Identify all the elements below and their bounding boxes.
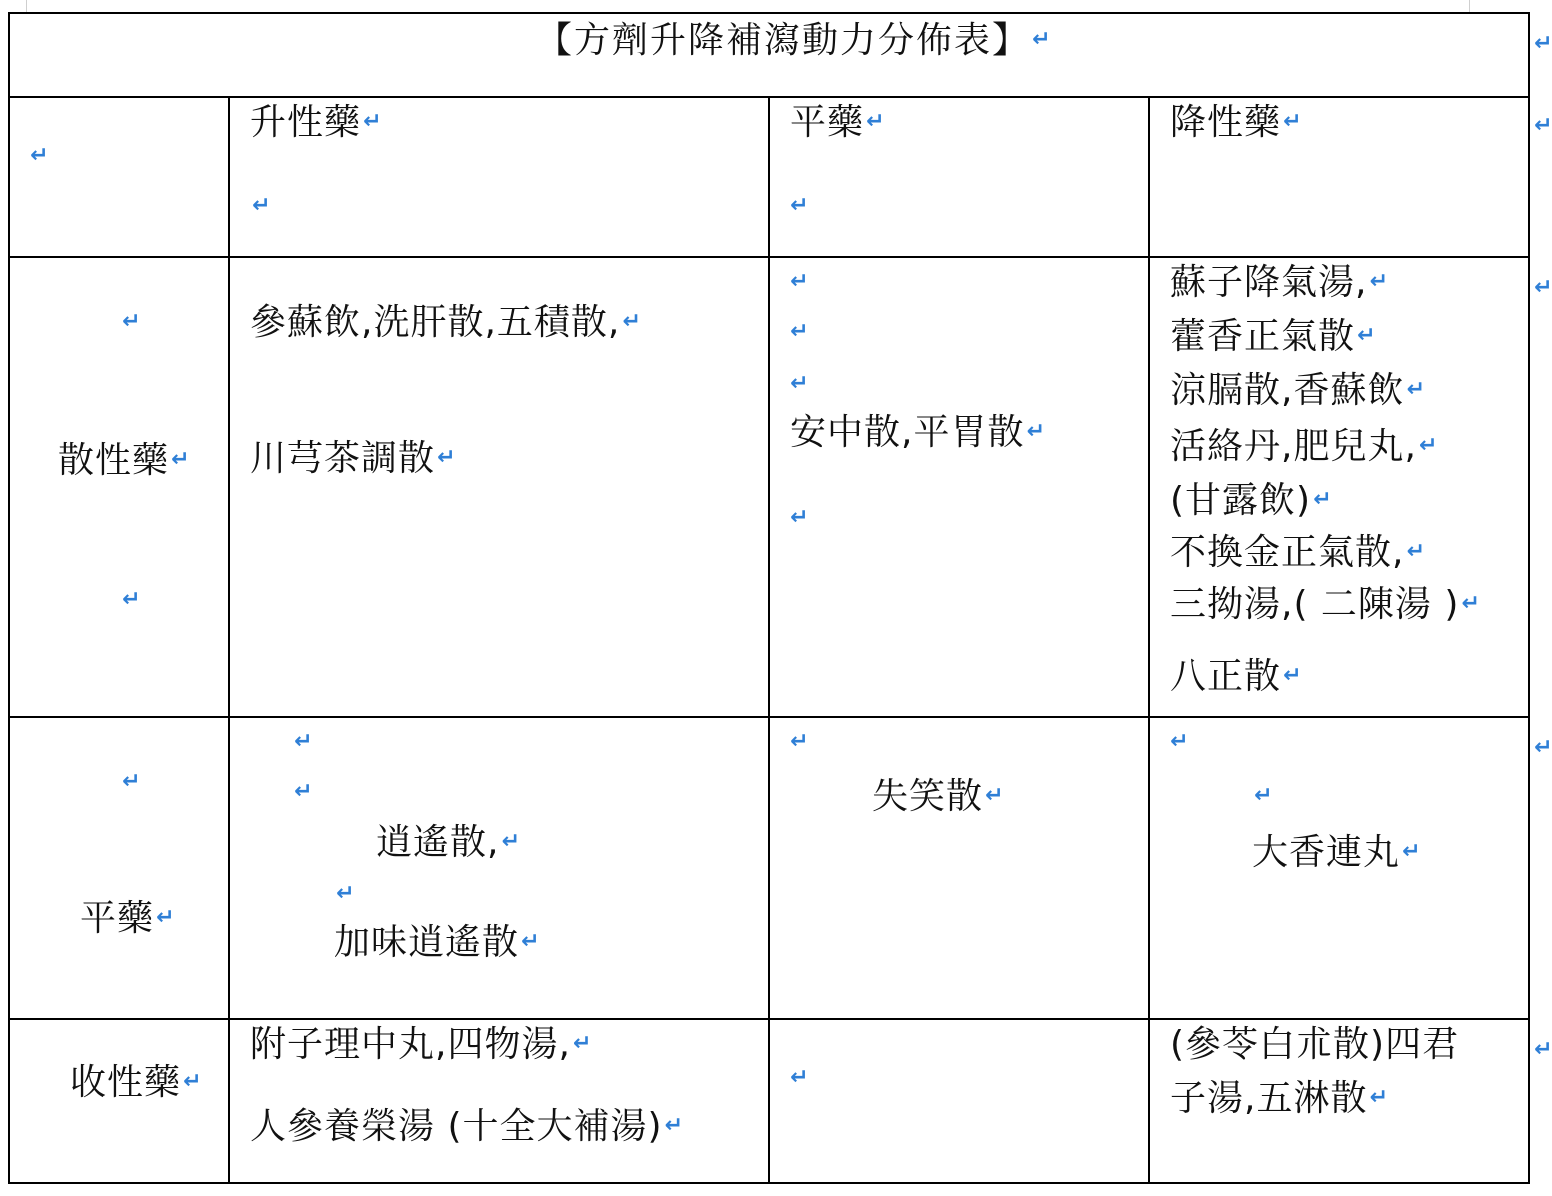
formula-text: 川芎茶調散 — [250, 438, 436, 479]
return-mark-icon: ↵ — [1534, 735, 1552, 760]
return-mark-icon: ↵ — [790, 1065, 809, 1090]
cell-neutral-rise-line-2 — [334, 916, 540, 971]
row-header-disperse-label: 散性藥 — [58, 440, 170, 481]
return-mark-icon: ↵ — [790, 269, 809, 294]
return-mark-icon: ↵ — [790, 193, 809, 218]
formula-text: 涼膈散,香蘇飲 — [1170, 370, 1405, 411]
cell-disperse-descend-line-7 — [1170, 578, 1481, 633]
formula-text: 不換金正氣散, — [1170, 532, 1405, 573]
return-mark-icon: ↵ — [1534, 275, 1552, 300]
cell-disperse-descend-line-3 — [1170, 364, 1426, 419]
cell-astringe-rise-line-1 — [250, 1018, 592, 1073]
row-header-astringe-label: 收性藥 — [70, 1062, 182, 1103]
return-mark-icon: ↵ — [1369, 269, 1389, 294]
table-col-divider-1 — [228, 96, 230, 1184]
formula-text: 大香連丸 — [1252, 832, 1401, 873]
formula-text: 失笑散 — [872, 776, 984, 817]
cell-disperse-descend-line-8 — [1170, 650, 1302, 705]
formula-text: 逍遙散, — [376, 822, 500, 863]
formula-text: 人參養榮湯 (十全大補湯) — [250, 1106, 663, 1147]
column-header-neutral-label: 平藥 — [790, 102, 865, 143]
row-header-neutral-label: 平藥 — [80, 898, 155, 939]
cell-disperse-descend-line-1 — [1170, 256, 1389, 311]
row-header-disperse — [58, 434, 190, 489]
return-mark-icon: ↵ — [790, 505, 809, 530]
return-mark-icon: ↵ — [1170, 729, 1189, 754]
formula-text: 加味逍遙散 — [334, 922, 520, 963]
cell-astringe-descend-line-1 — [1170, 1018, 1459, 1072]
cell-disperse-rise-line-1 — [250, 296, 642, 351]
return-mark-icon: ↵ — [790, 729, 809, 754]
column-header-descend-label: 降性藥 — [1170, 102, 1282, 143]
return-mark-icon: ↵ — [122, 309, 141, 334]
return-mark-icon: ↵ — [866, 109, 886, 134]
cell-neutral-rise-line-1 — [376, 816, 521, 871]
cell-disperse-descend-line-5 — [1170, 474, 1333, 529]
cell-disperse-rise-line-2 — [250, 432, 456, 487]
return-mark-icon: ↵ — [437, 445, 457, 470]
return-mark-icon: ↵ — [1418, 433, 1439, 458]
formula-text: 藿香正氣散 — [1170, 316, 1356, 357]
formula-text: 三拗湯,( 二陳湯 ) — [1170, 584, 1460, 625]
cell-astringe-descend-line-2 — [1170, 1072, 1389, 1127]
return-mark-icon: ↵ — [1369, 1085, 1389, 1110]
table-border-left — [8, 12, 10, 1184]
return-mark-icon: ↵ — [1534, 1037, 1552, 1062]
return-mark-icon: ↵ — [1032, 27, 1053, 52]
return-mark-icon: ↵ — [1534, 113, 1552, 138]
return-mark-icon: ↵ — [1254, 783, 1273, 808]
formula-text: 子湯,五淋散 — [1170, 1078, 1368, 1119]
return-mark-icon: ↵ — [294, 779, 313, 804]
column-header-neutral — [790, 96, 885, 151]
cell-neutral-neutral — [872, 770, 1004, 825]
return-mark-icon: ↵ — [790, 371, 809, 396]
return-mark-icon: ↵ — [1357, 323, 1377, 348]
formula-text: 附子理中丸,四物湯, — [250, 1024, 571, 1065]
cell-disperse-neutral — [790, 406, 1046, 461]
formula-text: (參苓白朮散)四君 — [1170, 1024, 1460, 1065]
return-mark-icon: ↵ — [171, 447, 191, 472]
return-mark-icon: ↵ — [252, 193, 271, 218]
return-mark-icon: ↵ — [1283, 663, 1303, 688]
return-mark-icon: ↵ — [521, 929, 541, 954]
return-mark-icon: ↵ — [1534, 31, 1552, 56]
column-header-rise — [250, 96, 382, 151]
return-mark-icon: ↵ — [1461, 591, 1481, 616]
return-mark-icon: ↵ — [790, 319, 809, 344]
formula-text: 蘇子降氣湯, — [1170, 262, 1368, 303]
cell-astringe-rise-line-2 — [250, 1100, 684, 1155]
return-mark-icon: ↵ — [622, 309, 642, 334]
return-mark-icon: ↵ — [1313, 487, 1333, 512]
cell-disperse-descend-line-2 — [1170, 310, 1376, 365]
row-header-neutral — [80, 892, 175, 947]
return-mark-icon: ↵ — [1283, 109, 1303, 134]
formula-text: (甘露飲) — [1170, 480, 1312, 521]
cell-disperse-descend-line-4 — [1170, 420, 1438, 475]
page-top-edge — [26, 0, 1470, 12]
cell-disperse-descend-line-6 — [1170, 526, 1426, 581]
return-mark-icon: ↵ — [336, 881, 355, 906]
return-mark-icon: ↵ — [122, 587, 141, 612]
return-mark-icon: ↵ — [183, 1069, 203, 1094]
return-mark-icon: ↵ — [1406, 539, 1426, 564]
return-mark-icon: ↵ — [122, 769, 141, 794]
return-mark-icon: ↵ — [664, 1113, 684, 1138]
table-col-divider-2 — [768, 96, 770, 1184]
return-mark-icon: ↵ — [1406, 377, 1426, 402]
formula-text: 安中散,平胃散 — [790, 412, 1025, 453]
return-mark-icon: ↵ — [572, 1031, 593, 1056]
return-mark-icon: ↵ — [363, 109, 383, 134]
return-mark-icon: ↵ — [1402, 839, 1422, 864]
return-mark-icon: ↵ — [294, 729, 313, 754]
return-mark-icon: ↵ — [156, 905, 176, 930]
row-header-astringe — [70, 1056, 202, 1111]
table-title — [536, 14, 1052, 69]
return-mark-icon: ↵ — [30, 143, 49, 168]
table-title-text: 【方劑升降補瀉動力分佈表】 — [536, 20, 1031, 61]
table-col-divider-3 — [1148, 96, 1150, 1184]
return-mark-icon: ↵ — [985, 783, 1005, 808]
column-header-descend — [1170, 96, 1302, 151]
return-mark-icon: ↵ — [1026, 419, 1046, 444]
column-header-rise-label: 升性藥 — [250, 102, 362, 143]
formula-text: 八正散 — [1170, 656, 1282, 697]
return-mark-icon: ↵ — [501, 829, 521, 854]
table-border-right — [1528, 12, 1530, 1184]
formula-text: 活絡丹,肥兒丸, — [1170, 426, 1417, 467]
formula-text: 參蘇飲,洗肝散,五積散, — [250, 302, 621, 343]
cell-neutral-descend — [1252, 826, 1421, 881]
